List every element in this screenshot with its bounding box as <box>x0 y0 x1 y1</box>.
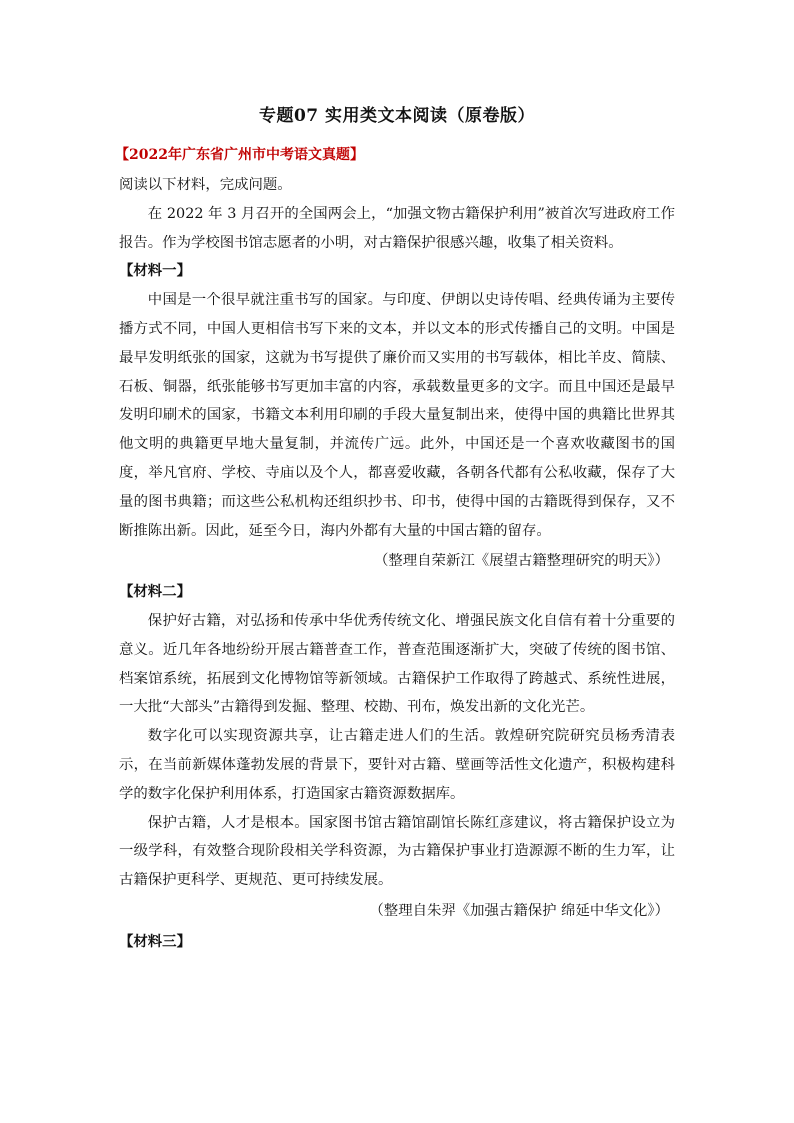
instruction-text: 阅读以下材料，完成问题。 <box>119 177 292 193</box>
material-2-paragraph: 保护好古籍，对弘扬和传承中华优秀传统文化、增强民族文化自信有着十分重要的意义。近几年各地纷纷开展古籍普查工作，普查范围逐渐扩大，突破了传统的图书馆、档案馆系统，拓展到文化博物馆等新领域。古籍保护工作取得了跨越式、系统性进展，一大批“大部头”古籍得到发掘、整理、校勘、刊布，焕发出新的文化光芒。 <box>119 612 675 716</box>
document-title: 专题07 实用类文本阅读（原卷版） <box>258 106 536 126</box>
material-1-paragraph: 中国是一个很早就注重书写的国家。与印度、伊朗以史诗传唱、经典传诵为主要传播方式不同，中国人更相信书写下来的文本，并以文本的形式传播自己的文明。中国是最早发明纸张的国家，这就为书写提供了廉价而又实用的书写载体，相比羊皮、简牍、石板、铜器，纸张能够书写更加丰富的内容，承载数量更多的文字。而且中国还是最早发明印刷术的国家，书籍文本利用印刷的手段大量复制出来，使得中国的典籍比世界其他文明的典籍更早地大量复制，并流传广远。此外，中国还是一个喜欢收藏图书的国度，举凡官府、学校、寺庙以及个人，都喜爱收藏，各朝各代都有公私收藏，保存了大量的图书典籍；而这些公私机构还组织抄书、印书，使得中国的古籍既得到保存，又不断推陈出新。因此，延至今日，海内外都有大量的中国古籍的留存。 <box>119 292 675 539</box>
material-1-heading: 【材料一】 <box>119 262 191 280</box>
exam-source-tag: 【2022年广东省广州市中考语文真题】 <box>115 147 364 163</box>
material-1-citation: （整理自荣新江《展望古籍整理研究的明天》） <box>373 553 669 570</box>
intro-paragraph: 在 2022 年 3 月召开的全国两会上，“加强文物古籍保护利用”被首次写进政府工作报告。作为学校图书馆志愿者的小明，对古籍保护很感兴趣，收集了相关资料。 <box>119 205 675 251</box>
material-2-paragraph: 保护古籍，人才是根本。国家图书馆古籍馆副馆长陈红彦建议，将古籍保护设立为一级学科，有效整合现阶段相关学科资源，为古籍保护事业打造源源不断的生力军，让古籍保护更科学、更规范、更可持续发展。 <box>119 814 675 889</box>
material-2-citation: （整理自朱羿《加强古籍保护 绵延中华文化》） <box>369 902 669 919</box>
document-body <box>119 171 675 957</box>
material-2-heading: 【材料二】 <box>119 583 191 601</box>
material-3-heading: 【材料三】 <box>119 932 191 950</box>
material-2-paragraph: 数字化可以实现资源共享，让古籍走进人们的生活。敦煌研究院研究员杨秀清表示，在当前新媒体蓬勃发展的背景下，要针对古籍、壁画等活性文化遗产，积极构建科学的数字化保护利用体系，打造国家古籍资源数据库。 <box>119 728 675 802</box>
